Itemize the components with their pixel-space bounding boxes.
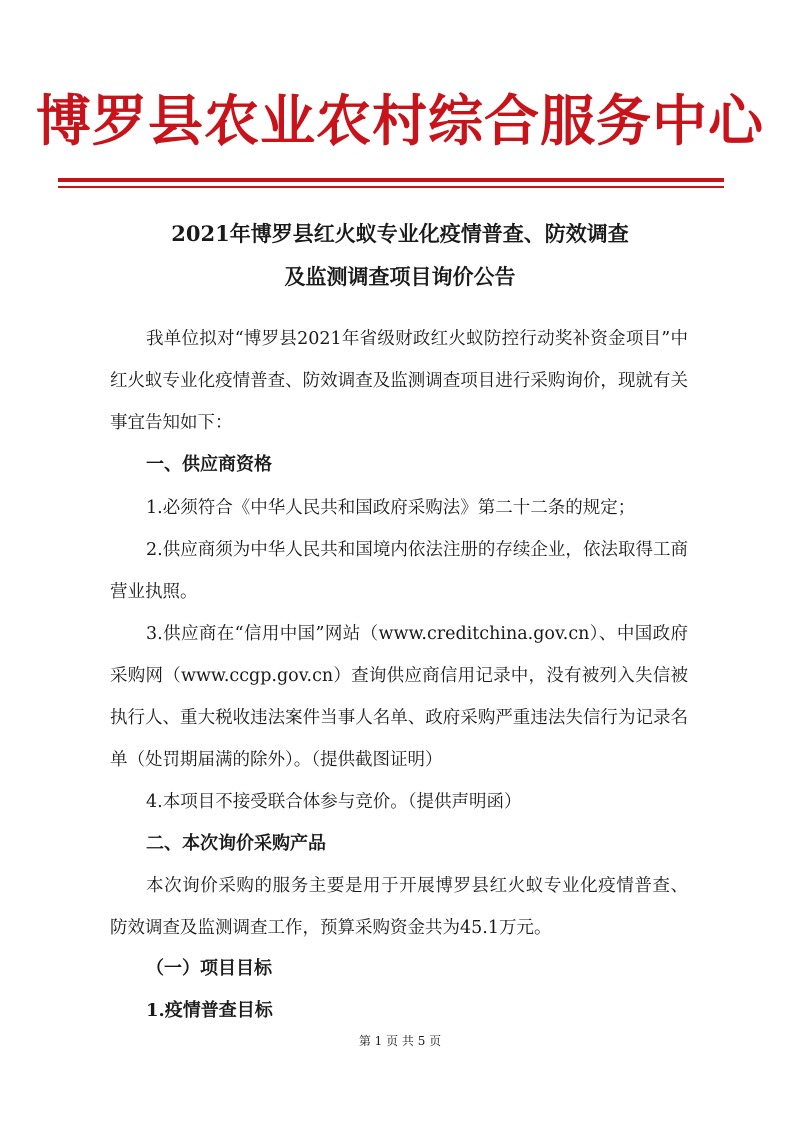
notice-title-line2: 及监测调查项目询价公告 <box>284 264 516 289</box>
section1-heading: 一、供应商资格 <box>146 454 272 475</box>
header-rule-thin <box>58 186 724 188</box>
section2-heading: 二、本次询价采购产品 <box>146 833 326 854</box>
qualification-item-2: 2.供应商须为中华人民共和国境内依法注册的存续企业，依法取得工商营业执照。 <box>110 540 688 602</box>
qualification-item-1: 1.必须符合《中华人民共和国政府采购法》第二十二条的规定； <box>146 498 636 518</box>
qualification-item-4: 4.本项目不接受联合体参与竞价。（提供声明函） <box>146 792 522 812</box>
subsection-heading: （一）项目目标 <box>146 958 272 979</box>
organization-header: 博罗县农业农村综合服务中心 <box>35 88 764 153</box>
section2-body: 本次询价采购的服务主要是用于开展博罗县红火蚁专业化疫情普查、防效调查及监测调查工作，预算采购资金共为45.1万元。 <box>110 876 688 938</box>
intro-paragraph: 我单位拟对“博罗县2021年省级财政红火蚁防控行动奖补资金项目”中红火蚁专业化疫情普查、防效调查及监测调查项目进行采购询价，现就有关事宜告知如下： <box>110 329 688 433</box>
page-footer: 第 1 页 共 5 页 <box>358 1034 442 1048</box>
notice-title-line1: 2021年博罗县红火蚁专业化疫情普查、防效调查 <box>171 221 629 246</box>
header-rule-thick <box>58 178 724 182</box>
subsection-item-heading: 1.疫情普查目标 <box>146 1000 273 1021</box>
qualification-item-3: 3.供应商在“信用中国”网站（www.creditchina.gov.cn）、中国政府采购网（www.ccgp.gov.cn）查询供应商信用记录中，没有被列入失信被执行人、重大税收违法案件当事人名单、政府采购严重违法失信行为记录名单（处罚期届满的除外）。（提供截图证明） <box>110 624 688 770</box>
